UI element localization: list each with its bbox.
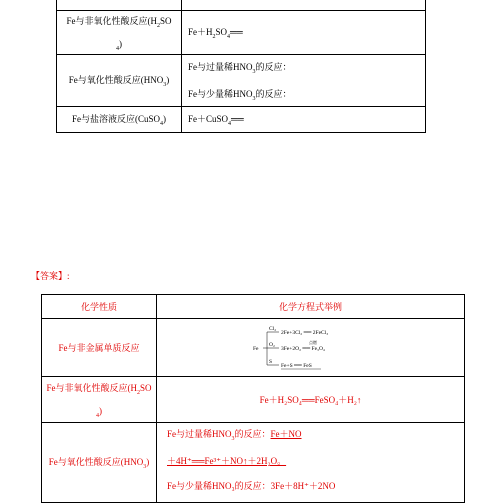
equation-text: Fe＋H (188, 27, 213, 38)
answer-line-excess-cont (167, 454, 464, 467)
diagram-cl2: Cl₂ (268, 325, 276, 332)
equation-underlined: Fe＋NO (270, 429, 302, 439)
equation-subscript: 4 (227, 33, 231, 40)
equation-text: ══ (231, 114, 244, 125)
equation-text: 的反应： (255, 61, 292, 72)
property-subscript: 4 (116, 45, 119, 52)
property-text: ) (99, 405, 102, 416)
property-subscript: 2 (136, 389, 140, 396)
question-row-oxidizing-acid (57, 55, 426, 107)
equation-underlined: ＋4H⁺══Fe³⁺＋NO↑＋2H₂O。 (167, 455, 287, 466)
answer-header-row (42, 295, 465, 319)
equation-subscript: 4 (228, 120, 232, 127)
answer-line-excess (167, 427, 464, 442)
equation-text: 的反应： (255, 88, 292, 99)
header-property: 化学性质 (42, 295, 157, 319)
diagram-o2-equation: 3Fe+2O₂ ══ Fe₃O₄ (280, 345, 325, 352)
property-cell (57, 107, 182, 133)
equation-subscript: 2 (212, 33, 216, 40)
property-text: Fe与氧化性酸反应(HNO (68, 75, 164, 86)
property-cell (57, 11, 182, 55)
property-text: ) (146, 457, 150, 468)
header-example: 化学方程式举例 (157, 295, 465, 319)
answer-equation-cell (157, 319, 465, 377)
property-subscript: 3 (143, 463, 147, 470)
equation-text: 的反应： (234, 429, 271, 439)
question-cell-empty (57, 0, 182, 11)
property-text: Fe与非氧化性酸反应(H (46, 382, 137, 393)
question-row-nonoxidizing-acid (57, 11, 426, 55)
property-text: Fe与盐溶液反应(CuSO (71, 114, 160, 125)
property-text: Fe与氧化性酸反应(HNO (48, 457, 144, 468)
equation-cell (182, 55, 426, 107)
question-table-top-row (57, 0, 426, 11)
property-subscript: 3 (163, 81, 167, 88)
property-text: SO (139, 382, 152, 393)
question-row-salt-solution (57, 107, 426, 133)
answer-row-nonmetal (42, 319, 465, 377)
diagram-s: S (268, 358, 272, 365)
question-cell-empty (182, 0, 426, 11)
answer-equation-cell (157, 423, 465, 503)
equation-subscript: 3 (252, 95, 256, 102)
answer-row-nonoxidizing-acid (42, 377, 465, 423)
diagram-fe: Fe (252, 345, 258, 352)
property-subscript: 2 (156, 22, 160, 29)
answer-label: 【答案】: (31, 271, 70, 281)
property-cell (57, 55, 182, 107)
equation-text: Fe与少量稀HNO (188, 88, 253, 99)
question-table (56, 0, 426, 133)
property-subscript: 4 (160, 120, 163, 127)
equation-text: Fe与过量稀HNO (188, 61, 253, 72)
property-subscript: 4 (96, 412, 99, 419)
answer-line-limited: Fe与少量稀HNO₃的反应：3Fe＋8H⁺＋2NO (167, 480, 336, 491)
property-text: ) (163, 114, 166, 125)
diagram-o2: O₂ (268, 341, 275, 348)
answer-property-cell: Fe与非金属单质反应 (42, 319, 157, 377)
property-text: ) (119, 38, 122, 49)
equation-cell (182, 11, 426, 55)
equation-text: SO (215, 27, 228, 38)
equation-text: ══ (230, 27, 243, 38)
equation-text: Fe与过量稀HNO (167, 429, 232, 439)
diagram-s-equation: Fe+S ══ FeS (280, 362, 312, 369)
equation-subscript: 3 (231, 435, 235, 442)
property-text: SO (159, 15, 172, 26)
answer-property-cell (42, 423, 157, 503)
reaction-branch-diagram (251, 323, 371, 373)
diagram-cl2-equation: 2Fe+3Cl₂ ══ 2FeCl₃ (280, 329, 328, 336)
answer-row-oxidizing-acid (42, 423, 465, 503)
equation-cell (182, 107, 426, 133)
diagram-o2-condition: 点燃 (308, 339, 317, 345)
answer-table (41, 294, 465, 503)
answer-property-cell (42, 377, 157, 423)
equation-subscript: 3 (252, 68, 256, 75)
equation-text: Fe＋CuSO (188, 114, 229, 125)
property-text: Fe与非氧化性酸反应(H (66, 15, 157, 26)
property-text: ) (166, 75, 170, 86)
answer-equation-cell: Fe＋H₂SO₄══FeSO₄＋H₂↑ (157, 377, 465, 423)
